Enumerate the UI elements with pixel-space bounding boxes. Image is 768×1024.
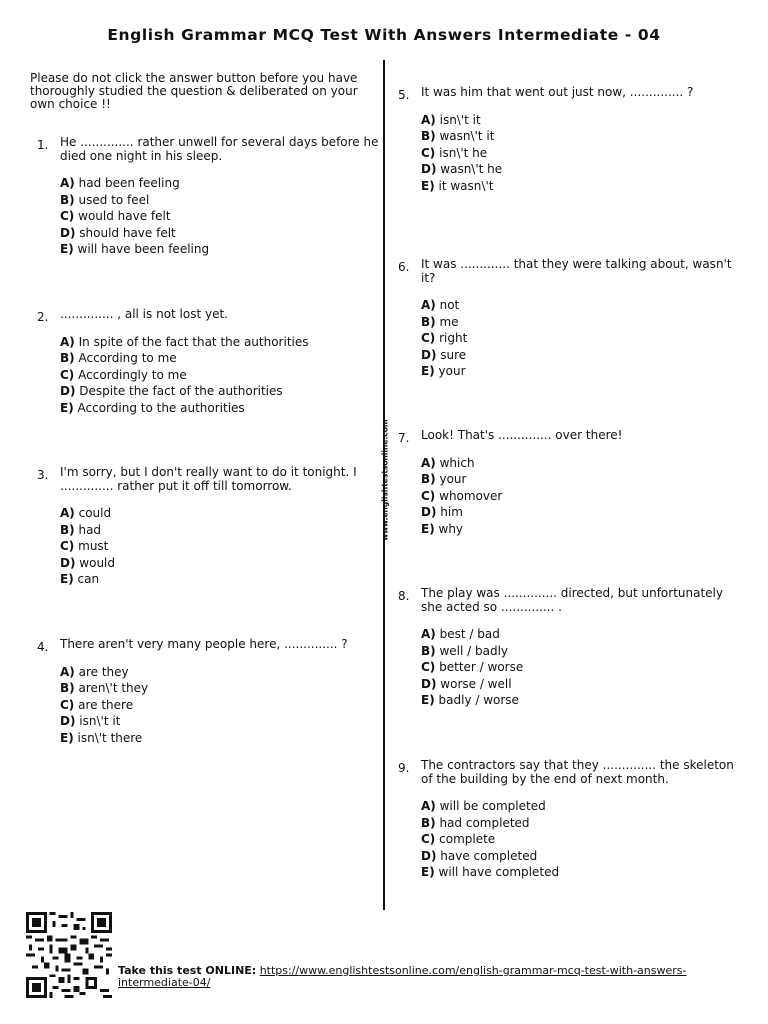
option[interactable]: B) aren\'t they xyxy=(60,681,149,695)
option[interactable]: A) best / bad xyxy=(421,627,500,641)
options-list xyxy=(421,112,741,195)
option[interactable]: C) Accordingly to me xyxy=(60,367,187,382)
option[interactable]: B) well / badly xyxy=(421,643,509,658)
option[interactable]: D) Despite the fact of the authorities xyxy=(60,384,283,398)
options-list xyxy=(421,455,741,538)
option[interactable]: C) right xyxy=(421,331,468,345)
option[interactable]: E) According to the authorities xyxy=(60,400,245,415)
question-text: There aren't very many people here, .............. ? xyxy=(60,637,348,651)
qr-code-icon[interactable] xyxy=(24,912,114,998)
option[interactable]: D) sure xyxy=(421,347,467,362)
question-5 xyxy=(398,85,741,194)
option[interactable]: C) whomover xyxy=(421,488,503,503)
question-4 xyxy=(37,637,380,746)
options-list xyxy=(60,664,380,747)
option[interactable]: B) your xyxy=(421,472,467,486)
options-list xyxy=(421,297,741,380)
option[interactable]: E) will have been feeling xyxy=(60,242,210,256)
intro-text: Please do not click the answer button before you have thoroughly studied the question & deliberated on your own choice !! xyxy=(30,71,358,111)
question-number: 4. xyxy=(37,640,49,654)
question-text: Look! That's .............. over there! xyxy=(421,428,623,442)
option[interactable]: D) would xyxy=(60,555,115,570)
footer-label: Take this test ONLINE: xyxy=(118,964,257,977)
option[interactable]: E) isn\'t there xyxy=(60,730,143,745)
option[interactable]: B) me xyxy=(421,314,459,329)
option[interactable]: E) can xyxy=(60,572,100,586)
option[interactable]: D) isn\'t it xyxy=(60,714,121,728)
option[interactable]: D) have completed xyxy=(421,848,538,863)
side-watermark-text: www.englishtestsonline.com xyxy=(380,419,390,541)
question-text: He .............. rather unwell for several days before he died one night in his sleep. xyxy=(60,135,379,163)
option[interactable]: A) In spite of the fact that the authorities xyxy=(60,334,309,349)
option[interactable]: B) used to feel xyxy=(60,192,150,207)
question-number: 6. xyxy=(398,260,410,274)
option[interactable]: E) will have completed xyxy=(421,865,560,879)
options-list xyxy=(421,626,741,709)
option[interactable]: B) had completed xyxy=(421,815,530,830)
question-number: 2. xyxy=(37,310,49,324)
footer-link[interactable]: https://www.englishtestsonline.com/english-grammar-mcq-test-with-answers-intermediate-04/ xyxy=(118,964,687,989)
option[interactable]: E) why xyxy=(421,521,464,536)
question-number: 7. xyxy=(398,431,410,445)
option[interactable]: A) could xyxy=(60,506,112,520)
option[interactable]: B) According to me xyxy=(60,351,177,365)
option[interactable]: E) badly / worse xyxy=(421,693,519,707)
option[interactable]: D) worse / well xyxy=(421,676,512,691)
question-2 xyxy=(37,307,380,416)
option[interactable]: C) complete xyxy=(421,832,496,846)
option[interactable]: A) will be completed xyxy=(421,799,546,813)
option[interactable]: D) should have felt xyxy=(60,225,176,240)
option[interactable]: A) which xyxy=(421,455,475,470)
option[interactable]: D) wasn\'t he xyxy=(421,162,503,176)
page-title: English Grammar MCQ Test With Answers Intermediate - 04 xyxy=(107,26,661,44)
question-text: The play was .............. directed, but unfortunately she acted so .............. . xyxy=(421,586,723,614)
option[interactable]: A) had been feeling xyxy=(60,176,180,190)
question-8 xyxy=(398,586,741,709)
question-text: It was him that went out just now, .............. ? xyxy=(421,85,694,99)
question-6 xyxy=(398,257,741,380)
question-text: I'm sorry, but I don't really want to do it tonight. I .............. rather put it off till tomorrow. xyxy=(60,465,357,493)
option[interactable]: B) wasn\'t it xyxy=(421,129,495,143)
option[interactable]: A) isn\'t it xyxy=(421,112,481,127)
option[interactable]: B) had xyxy=(60,522,102,537)
question-text: The contractors say that they .............. the skeleton of the building by the end of next month. xyxy=(421,758,734,786)
options-list xyxy=(60,505,380,588)
question-number: 9. xyxy=(398,761,410,775)
option[interactable]: D) him xyxy=(421,505,463,519)
option[interactable]: A) not xyxy=(421,298,460,312)
question-number: 1. xyxy=(37,138,49,152)
option[interactable]: C) must xyxy=(60,539,109,553)
option[interactable]: A) are they xyxy=(60,664,129,679)
question-1 xyxy=(37,135,380,258)
option[interactable]: C) are there xyxy=(60,697,134,712)
question-text: .............. , all is not lost yet. xyxy=(60,307,228,321)
footer xyxy=(118,965,718,989)
option[interactable]: C) better / worse xyxy=(421,660,524,674)
options-list xyxy=(60,334,380,417)
question-3 xyxy=(37,465,380,588)
option[interactable]: C) isn\'t he xyxy=(421,145,488,160)
option[interactable]: C) would have felt xyxy=(60,209,171,223)
question-number: 8. xyxy=(398,589,410,603)
option[interactable]: E) it wasn\'t xyxy=(421,178,494,193)
question-number: 3. xyxy=(37,468,49,482)
question-number: 5. xyxy=(398,88,410,102)
question-9 xyxy=(398,758,741,881)
question-text: It was ............. that they were talking about, wasn't it? xyxy=(421,257,732,285)
options-list xyxy=(60,175,380,258)
options-list xyxy=(421,798,741,881)
question-7 xyxy=(398,428,741,537)
option[interactable]: E) your xyxy=(421,364,466,378)
